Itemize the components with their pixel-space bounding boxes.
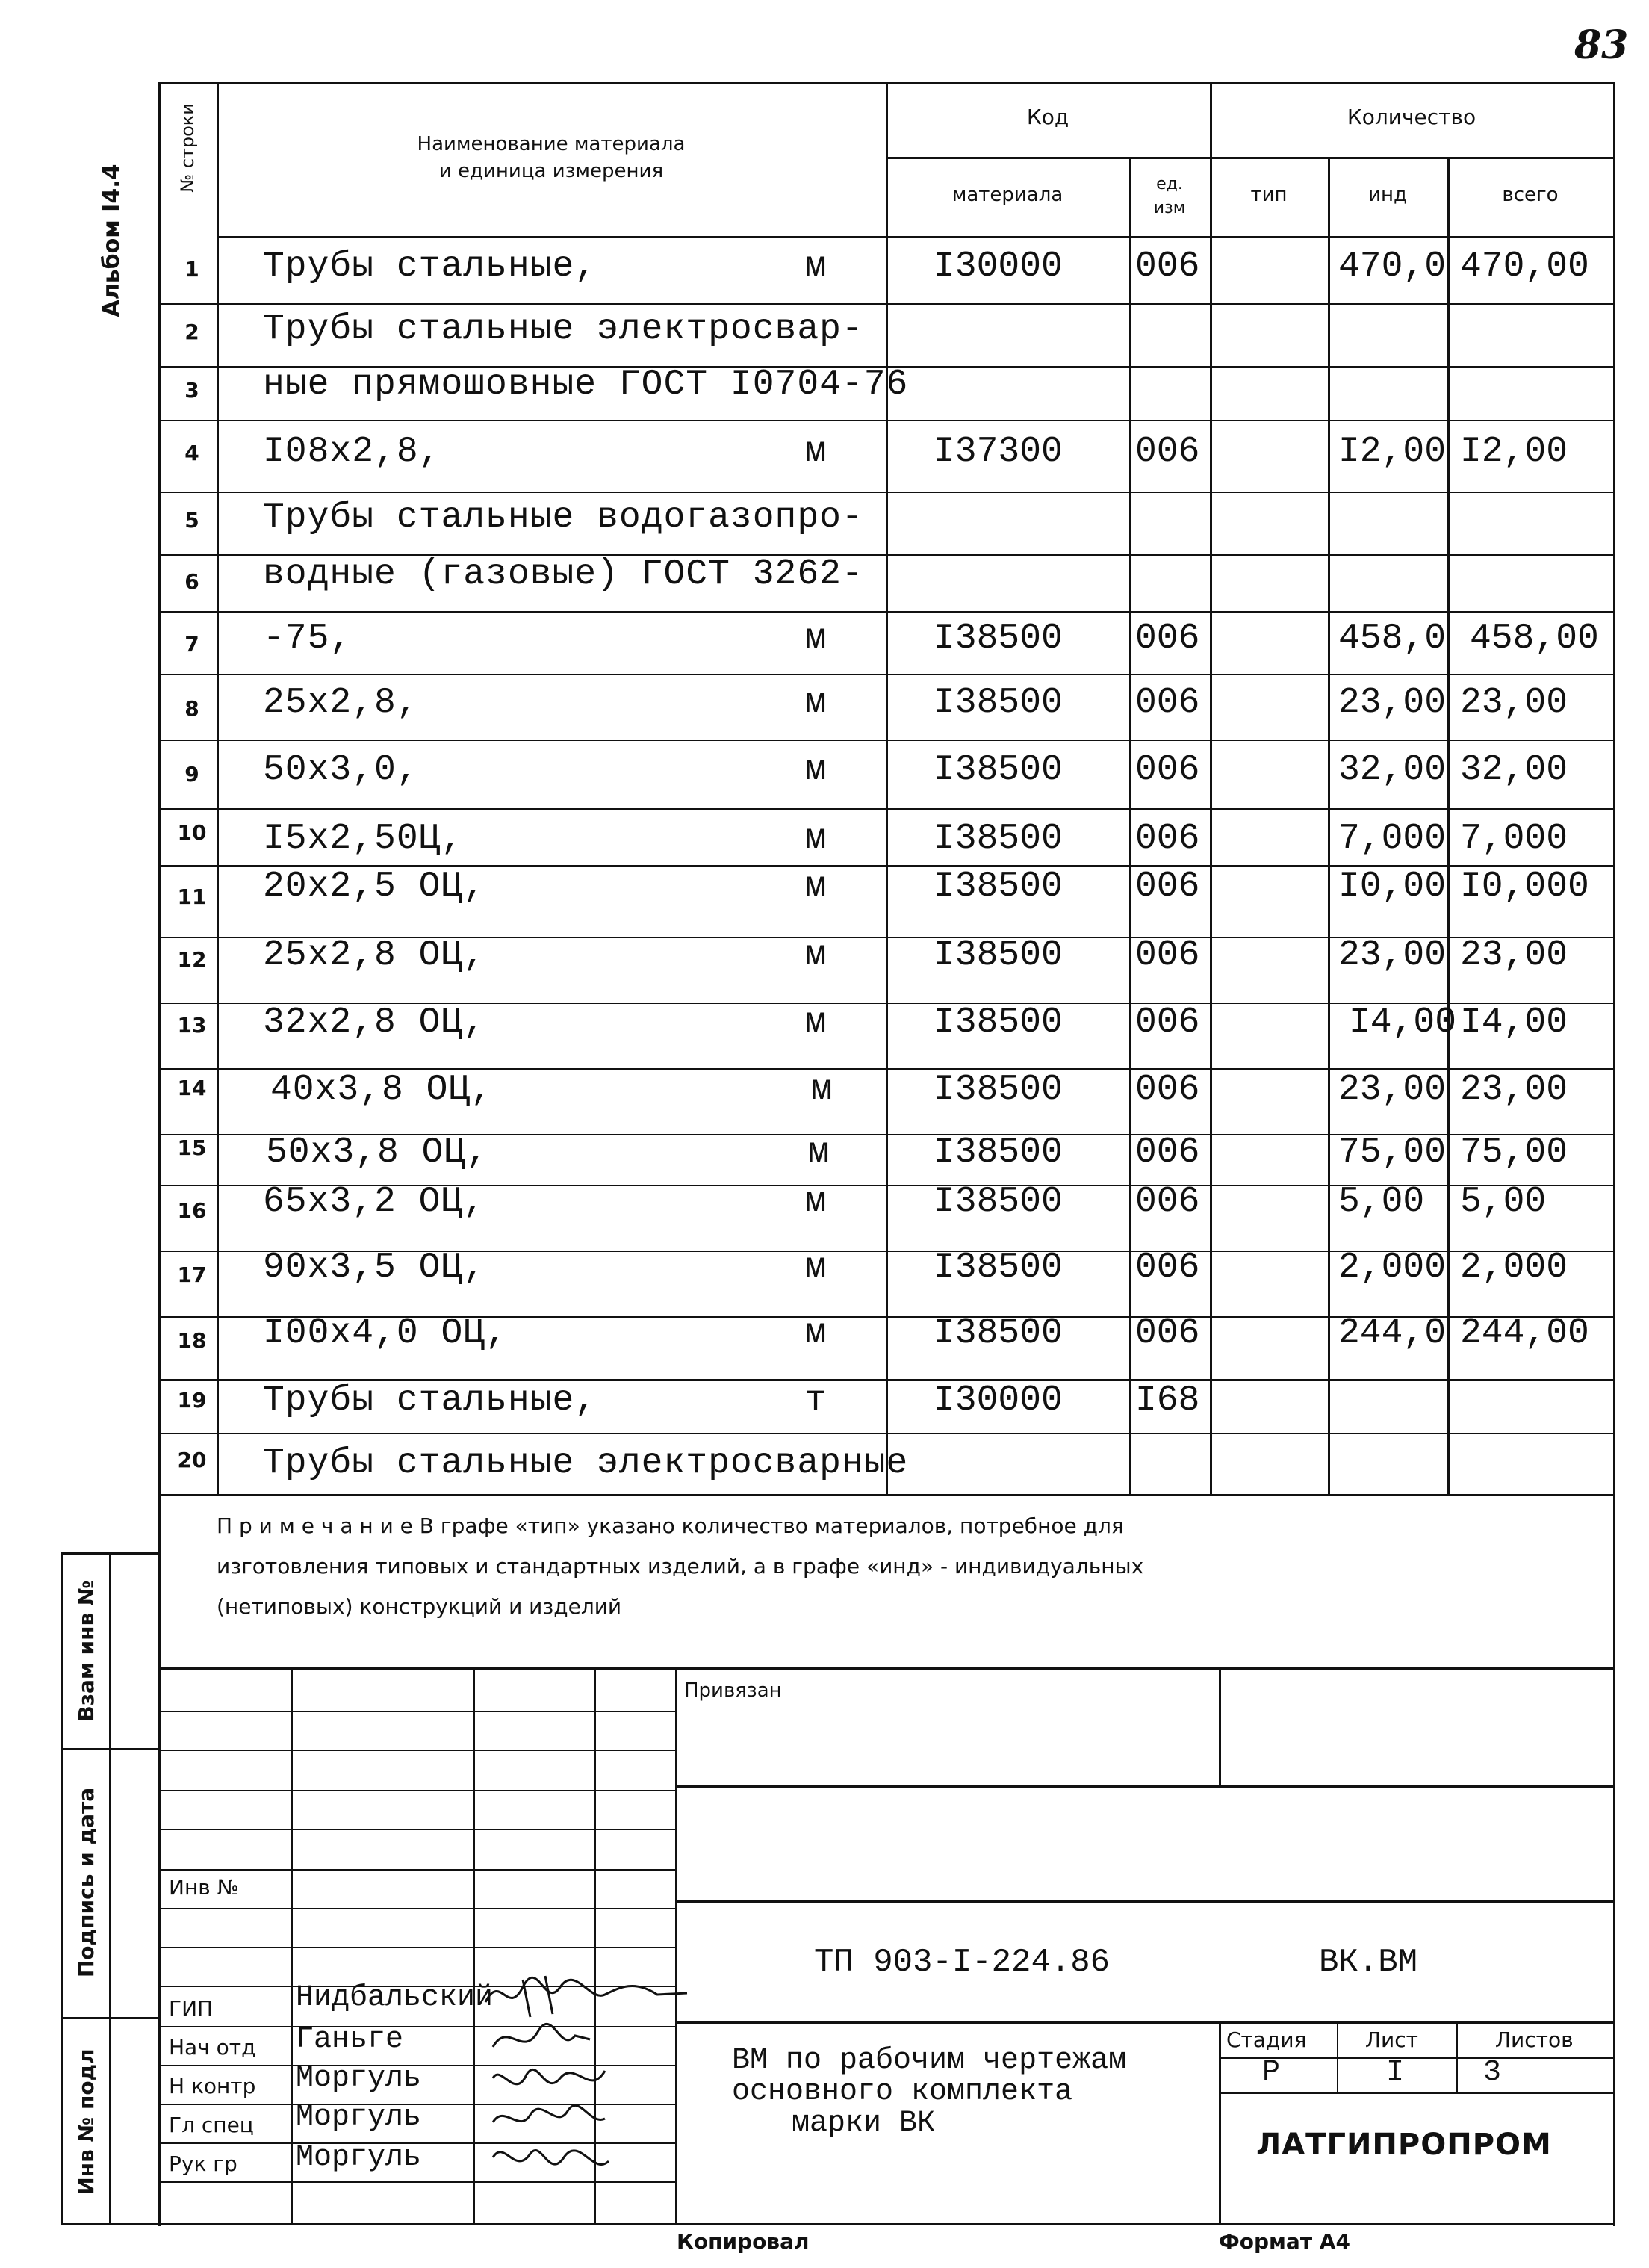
row-number: 2 [184,320,199,344]
signature-ruk-gr [485,2135,612,2187]
name-nach-otd: Ганьге [296,2023,404,2057]
row-number: 10 [177,820,207,845]
row-material-code: I38500 [934,1313,1063,1354]
row-material-code: I38500 [934,867,1063,907]
side-label-vzam: Взам инв № [74,1580,99,1722]
header-qty: Количество [1347,105,1476,129]
note-line-3: (нетиповых) конструкций и изделий [217,1594,622,1619]
row-total: 470,00 [1460,247,1589,287]
row-unit-code: 006 [1135,247,1200,287]
row-unit: м [804,1313,827,1354]
row-unit-code: 006 [1135,819,1200,859]
row-material-code: I38500 [934,1133,1063,1173]
row-total: 2,000 [1460,1248,1568,1288]
row-number: 13 [177,1013,207,1038]
row-material-code: I38500 [934,1248,1063,1288]
name-gip: Нидбальский [296,1981,494,2015]
row-material-code: I38500 [934,1003,1063,1043]
row-name: I5x2,50Ц, [263,819,464,859]
row-ind: 23,00 [1338,1070,1447,1110]
row-number: 19 [177,1388,207,1413]
row-number: 9 [184,762,199,787]
row-total: 32,00 [1460,750,1568,790]
row-total: 244,00 [1460,1313,1589,1354]
row-number: 5 [184,508,199,533]
header-total: всего [1502,184,1559,206]
row-name: 20x2,5 ОЦ, [263,867,486,907]
row-unit: м [804,867,827,907]
row-unit-code: 006 [1135,619,1200,659]
row-name: -75, [263,619,353,659]
row-total: 23,00 [1460,1070,1568,1110]
row-number: 15 [177,1135,207,1160]
doc-code: ТП 903-I-224.86 [814,1944,1111,1981]
row-unit: м [804,935,827,976]
header-material: материала [951,184,1063,206]
row-unit-code: 006 [1135,935,1200,976]
row-unit: м [804,750,827,790]
row-ind: 458,0 [1338,619,1447,659]
row-ind: I2,00 [1338,432,1447,472]
row-total: 23,00 [1460,683,1568,723]
row-name: Трубы стальные электросвар- [263,309,864,350]
row-name: 50x3,0, [263,750,419,790]
row-unit: т [804,1381,827,1421]
row-name: 90x3,5 ОЦ, [263,1248,486,1288]
row-ind: 470,0 [1338,247,1447,287]
name-n-kontr: Моргуль [296,2062,422,2095]
row-unit-code: 006 [1135,1070,1200,1110]
row-unit: м [810,1070,833,1110]
row-number: 18 [177,1328,207,1353]
row-total: 5,00 [1460,1182,1547,1222]
row-material-code: I30000 [934,247,1063,287]
row-total: 458,00 [1470,619,1599,659]
row-number: 12 [177,947,207,972]
role-n-kontr: Н контр [169,2074,256,2098]
row-material-code: I38500 [934,1182,1063,1222]
row-total: I2,00 [1460,432,1568,472]
row-unit: м [804,247,827,287]
row-name: 32x2,8 ОЦ, [263,1003,486,1043]
stage-value: Р [1262,2056,1281,2089]
stage-label: Стадия [1226,2027,1307,2052]
row-number: 8 [184,696,199,721]
row-unit-code: 006 [1135,683,1200,723]
row-unit: м [804,1248,827,1288]
row-unit-code: 006 [1135,1248,1200,1288]
row-number: 4 [184,441,199,465]
row-name: Трубы стальные электросварные [263,1443,909,1484]
row-number: 1 [184,257,199,282]
row-unit: м [804,1003,827,1043]
row-material-code: I38500 [934,819,1063,859]
page-number: 83 [1574,22,1629,68]
row-name: Трубы стальные, [263,1381,597,1421]
row-name: I00x4,0 ОЦ, [263,1313,508,1354]
doc-mark: ВК.ВМ [1319,1944,1418,1981]
row-ind: 23,00 [1338,935,1447,976]
row-number: 17 [177,1262,207,1287]
row-material-code: I38500 [934,750,1063,790]
row-ind: 23,00 [1338,683,1447,723]
header-row-no: № строки [177,103,198,193]
row-unit: м [804,619,827,659]
row-unit-code: 006 [1135,867,1200,907]
row-unit-code: 006 [1135,1003,1200,1043]
header-name-line1: Наименование материала [417,133,686,155]
side-label-podpis: Подпись и дата [74,1787,99,1978]
row-material-code: I38500 [934,935,1063,976]
album-label: Альбом I4.4 [99,164,125,317]
row-number: 11 [177,884,207,909]
row-total: 75,00 [1460,1133,1568,1173]
row-material-code: I38500 [934,683,1063,723]
row-material-code: I37300 [934,432,1063,472]
side-label-inv-podl: Инв № подл [74,2048,99,2195]
inv-no-label: Инв № [169,1875,239,1900]
sheet-label: Лист [1365,2027,1418,2052]
row-ind: I4,00 [1349,1003,1457,1043]
role-nach-otd: Нач отд [169,2035,256,2060]
row-number: 6 [184,569,199,594]
row-unit: м [804,819,827,859]
doc-title-line3: марки ВК [792,2107,936,2140]
row-material-code: I38500 [934,619,1063,659]
row-ind: 75,00 [1338,1133,1447,1173]
row-name: Трубы стальные, [263,247,597,287]
row-name: ные прямошовные ГОСТ I0704-76 [263,365,909,405]
row-material-code: I38500 [934,1070,1063,1110]
role-gl-spec: Гл спец [169,2113,254,2137]
row-name: 25x2,8, [263,683,419,723]
row-total: I4,00 [1460,1003,1568,1043]
organization: ЛАТГИПРОПРОМ [1256,2128,1552,2162]
row-ind: 2,000 [1338,1248,1447,1288]
row-ind: 32,00 [1338,750,1447,790]
row-total: I0,000 [1460,867,1589,907]
footer-format: Формат А4 [1219,2229,1350,2254]
header-tip: тип [1250,184,1288,206]
row-name: Трубы стальные водогазопро- [263,498,864,538]
row-name: 25x2,8 ОЦ, [263,935,486,976]
privyazan-label: Привязан [684,1679,782,1702]
name-ruk-gr: Моргуль [296,2141,422,2175]
row-total: 7,000 [1460,819,1568,859]
row-name: 40x3,8 ОЦ, [270,1070,494,1110]
row-name: водные (газовые) ГОСТ 3262- [263,554,864,595]
header-name-line2: и единица измерения [438,160,664,182]
doc-title-line1: ВМ по рабочим чертежам [732,2044,1127,2078]
row-total: 23,00 [1460,935,1568,976]
role-ruk-gr: Рук гр [169,2151,237,2176]
row-number: 16 [177,1198,207,1223]
row-ind: 5,00 [1338,1182,1425,1222]
row-unit-code: 006 [1135,1133,1200,1173]
note-line-1: П р и м е ч а н и е В графе «тип» указано количество материалов, потребное для [217,1513,1124,1538]
row-name: I08x2,8, [263,432,441,472]
header-unit-2: изм [1153,199,1186,217]
row-unit-code: 006 [1135,1313,1200,1354]
sheet-value: I [1386,2056,1405,2089]
doc-title-line2: основного комплекта [732,2075,1073,2109]
row-unit: м [807,1133,830,1173]
role-gip: ГИП [169,1996,214,2021]
row-unit-code: I68 [1135,1381,1200,1421]
row-name: 65x3,2 ОЦ, [263,1182,486,1222]
sheets-label: Листов [1495,2027,1574,2052]
header-unit-1: ед. [1156,175,1183,193]
name-gl-spec: Моргуль [296,2101,422,2134]
signature-gip [478,1965,695,2024]
row-ind: 7,000 [1338,819,1447,859]
row-unit-code: 006 [1135,750,1200,790]
row-unit-code: 006 [1135,432,1200,472]
footer-copied: Копировал [677,2229,810,2254]
row-unit: м [804,683,827,723]
row-ind: 244,0 [1338,1313,1447,1354]
row-number: 20 [177,1448,207,1472]
row-material-code: I30000 [934,1381,1063,1421]
header-ind: инд [1368,184,1407,206]
row-number: 3 [184,378,199,403]
row-unit-code: 006 [1135,1182,1200,1222]
row-name: 50x3,8 ОЦ, [266,1133,489,1173]
note-line-2: изготовления типовых и стандартных изделий, а в графе «инд» - индивидуальных [217,1554,1144,1578]
row-number: 14 [177,1076,207,1100]
header-code: Код [1026,105,1069,129]
row-unit: м [804,432,827,472]
signature-gl-spec [485,2096,612,2141]
row-unit: м [804,1182,827,1222]
row-number: 7 [184,632,199,657]
sheets-value: 3 [1483,2056,1502,2089]
signature-nach-otd [485,2017,597,2062]
row-ind: I0,00 [1338,867,1447,907]
